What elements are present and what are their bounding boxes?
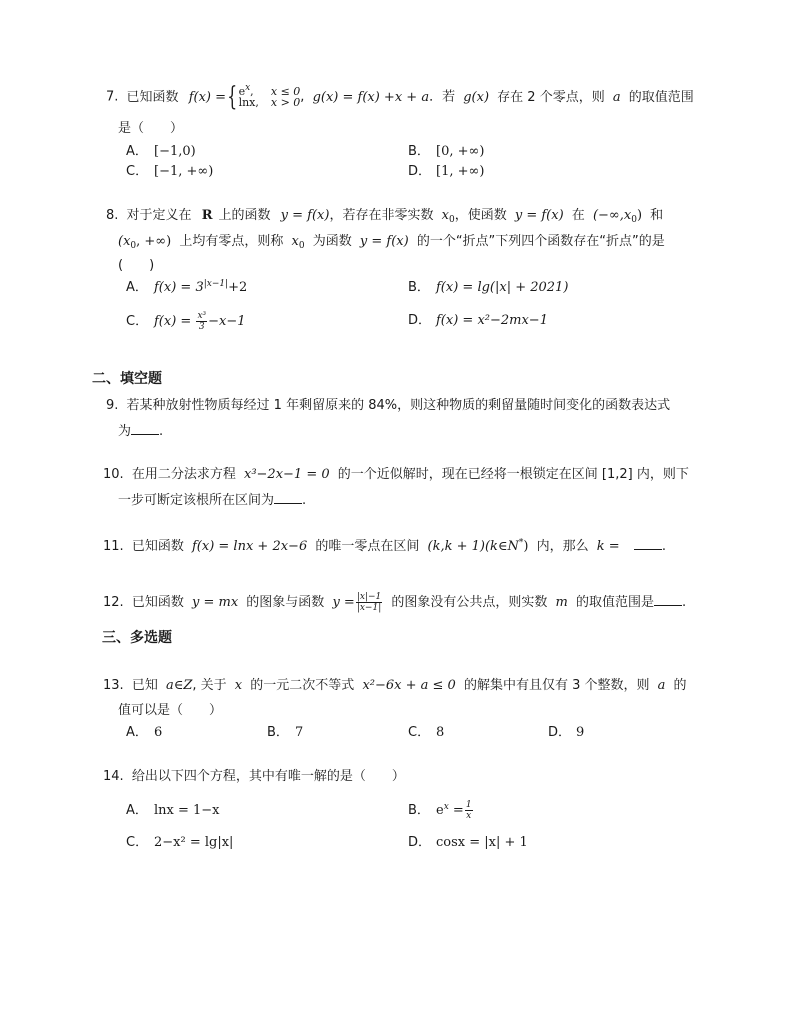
q7-option-d[interactable]: D． [1, +∞) bbox=[408, 164, 485, 179]
q10-line1: 10. 在用二分法求方程 x³−2x−1 = 0 的一个近似解时，现在已经将一根锁定在区间 [1,2] 内，则下 bbox=[103, 467, 689, 482]
section-multiple-choice: 三、多选题 bbox=[102, 630, 172, 646]
q12-number: 12. bbox=[103, 595, 124, 610]
q7-option-a[interactable]: A． [−1,0) bbox=[126, 144, 196, 159]
q7-cases: $e^x$, x ≤ 0 lnx, x > 0 bbox=[238, 83, 301, 109]
q8-option-d[interactable]: D． f(x) = x²−2mx−1 bbox=[408, 313, 548, 328]
q7-line2: 是（ ） bbox=[118, 121, 184, 136]
q9-line2: 为 . bbox=[118, 424, 164, 439]
q14-number: 14. bbox=[103, 769, 124, 784]
q7-gx: g(x) = f(x) +x + a bbox=[312, 89, 430, 105]
q14-option-c[interactable]: C． 2−x² = lg|x| bbox=[126, 835, 234, 850]
q13-option-a[interactable]: A． 6 bbox=[126, 725, 163, 740]
q13-number: 13. bbox=[103, 678, 124, 693]
q8-number: 8. bbox=[106, 208, 119, 223]
q12-fraction: $\frac{|x|-1}{|x-1|}$ bbox=[356, 592, 382, 613]
q13-option-d[interactable]: D． 9 bbox=[548, 725, 585, 740]
q7-brace: { bbox=[227, 82, 238, 112]
q12-line1: 12. 已知函数 y = mx 的图象与函数 y = $\frac{|x|-1}{|x-1|}$ 的图象没有公共点，则实数 m 的取值范围是 . bbox=[103, 592, 687, 613]
q7-number: 7. bbox=[106, 89, 119, 105]
q8-option-b[interactable]: B． f(x) = lg(|x| + 2021) bbox=[408, 280, 569, 295]
q9-number: 9. bbox=[106, 398, 119, 413]
q8-line2: ($x_0$, +∞) 上均有零点，则称 $x_0$ 为函数 y = f(x) 的一个“折点”下列四个函数存在“折点”的是 bbox=[118, 234, 665, 251]
q14-option-a[interactable]: A． lnx = 1−x bbox=[126, 803, 220, 818]
q14-option-d[interactable]: D． cosx = |x| + 1 bbox=[408, 835, 528, 850]
q7-option-b[interactable]: B． [0, +∞) bbox=[408, 144, 485, 159]
q7-text: 已知函数 bbox=[126, 89, 179, 105]
q12-blank[interactable] bbox=[654, 593, 682, 606]
q9-blank[interactable] bbox=[131, 422, 159, 435]
q14-line1: 14. 给出以下四个方程，其中有唯一解的是（ ） bbox=[103, 769, 405, 784]
q11-blank[interactable] bbox=[634, 537, 662, 550]
q7-fx: f(x) = bbox=[188, 89, 227, 105]
q10-blank[interactable] bbox=[274, 491, 302, 504]
q8-line1: 8. 对于定义在 R 上的函数 y = f(x)，若存在非零实数 $x_0$，使函数 y = f(x) 在 $(-\infty,x_0)$ 和 bbox=[106, 208, 664, 225]
q11-number: 11. bbox=[103, 539, 124, 554]
q13-option-c[interactable]: C． 8 bbox=[408, 725, 445, 740]
q13-line2: 值可以是（ ） bbox=[118, 703, 223, 718]
q11-line1: 11. 已知函数 f(x) = lnx + 2x−6 的唯一零点在区间 (k,k + 1)(k∈N*) 内，那么 k = . bbox=[103, 538, 666, 554]
q10-line2: 一步可断定该根所在区间为 . bbox=[118, 493, 307, 508]
section-fill-in-blank: 二、填空题 bbox=[92, 371, 162, 387]
q8-c-fraction: $\frac{\text{x³}}{3}$ bbox=[197, 311, 207, 332]
q13-line1: 13. 已知 a∈Z, 关于 x 的一元二次不等式 x²−6x + a ≤ 0 的解集中有且仅有 3 个整数，则 a 的 bbox=[103, 678, 687, 693]
q10-number: 10. bbox=[103, 467, 124, 482]
q13-option-b[interactable]: B． 7 bbox=[267, 725, 304, 740]
q14-option-b[interactable]: B． $e^x$ = $\frac{1}{x}$ bbox=[408, 800, 472, 821]
q9-line1: 9. 若某种放射性物质每经过 1 年剩留原来的 84%，则这种物质的剩留量随时间变化的函数表达式 bbox=[106, 398, 671, 413]
q8-option-a[interactable]: A． $f(x) = 3^{|x-1|}+2$ bbox=[126, 279, 248, 295]
q14-b-fraction: $\frac{1}{x}$ bbox=[465, 800, 472, 821]
q7-option-c[interactable]: C． [−1, +∞) bbox=[126, 164, 214, 179]
q8-line3: ( ) bbox=[118, 258, 155, 273]
q7-line1: 7. 已知函数 f(x) ={ $e^x$, x ≤ 0 lnx, x > 0 , g(x) = f(x) +x + a．若 g(x) 存在 2 个零点，则 a 的取值范围 bbox=[106, 82, 694, 112]
q8-option-c[interactable]: C． f(x) = $\frac{\text{x³}}{3}$ −x−1 bbox=[126, 311, 246, 332]
